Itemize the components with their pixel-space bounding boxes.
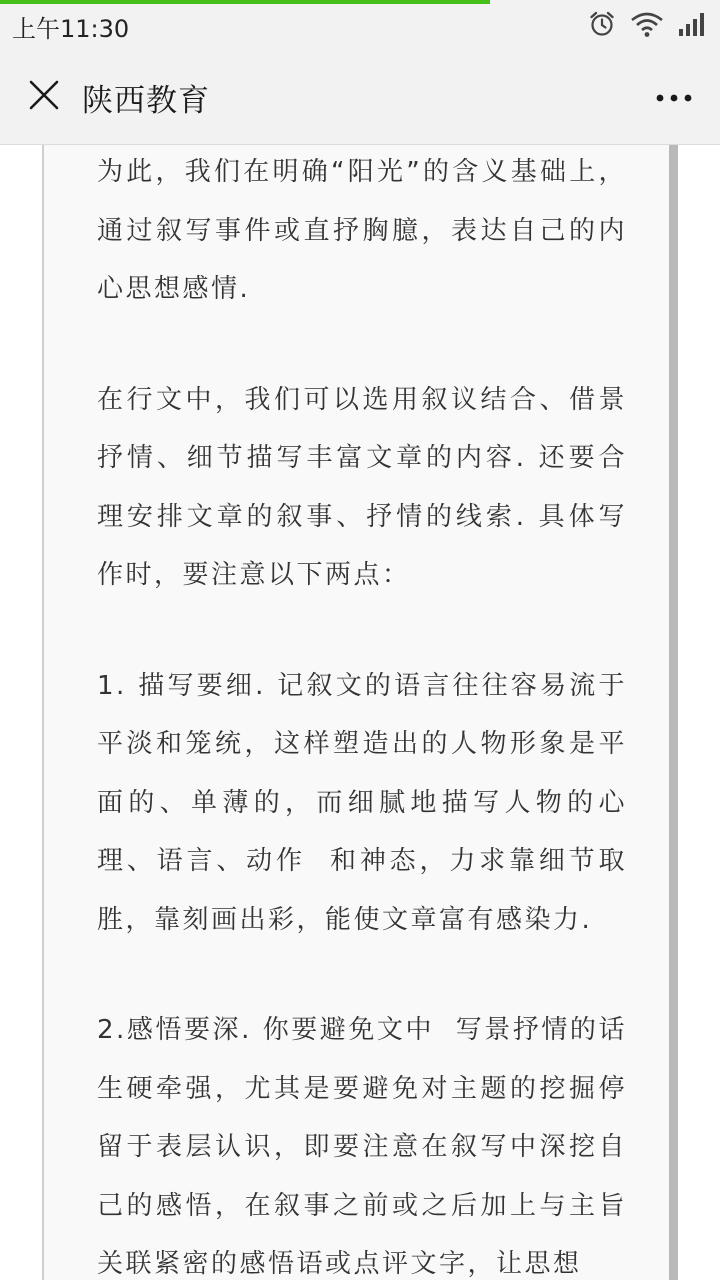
article-paragraph-1: 为此，我们在明确“阳光”的含义基础上，通过叙写事件或直抒胸臆，表达自己的内心思想感情. (97, 157, 627, 304)
article-paragraph-4: 2.感悟要深. 你要避免文中 写景抒情的话生硬牵强，尤其是要避免对主题的挖掘停留于表层认识，即要注意在叙写中深挖自己的感悟，在叙事之前或之后加上与主旨关联紧密的感悟语或点评文字，让思想 (97, 1015, 627, 1279)
navigation-bar (0, 50, 720, 145)
article-scroll-area[interactable] (0, 145, 720, 1280)
close-button[interactable] (14, 67, 74, 127)
status-bar (0, 0, 720, 50)
status-icons (588, 10, 708, 38)
more-options-button[interactable] (644, 67, 704, 127)
signal-icon (678, 11, 708, 37)
article-paragraph-3: 1. 描写要细. 记叙文的语言往往容易流于平淡和笼统，这样塑造出的人物形象是平面的、单薄的，而细腻地描写人物的心理、语言、动作 和神态，力求靠细节取胜，靠刻画出彩，能使文章富有感染力. (97, 670, 627, 935)
page-title: 陕西教育 (82, 83, 210, 119)
status-time: 上午11:30 (12, 15, 130, 43)
article-paragraph-2: 在行文中，我们可以选用叙议结合、借景抒情、细节描写丰富文章的内容. 还要合理安排文章的叙事、抒情的线索. 具体写作时，要注意以下两点： (97, 384, 627, 590)
more-icon (655, 88, 693, 107)
close-icon (29, 80, 59, 114)
page-loading-progress (0, 0, 490, 4)
alarm-icon (588, 10, 616, 38)
article-card (42, 145, 678, 1280)
wifi-icon (630, 10, 664, 38)
article-body (97, 145, 627, 1280)
